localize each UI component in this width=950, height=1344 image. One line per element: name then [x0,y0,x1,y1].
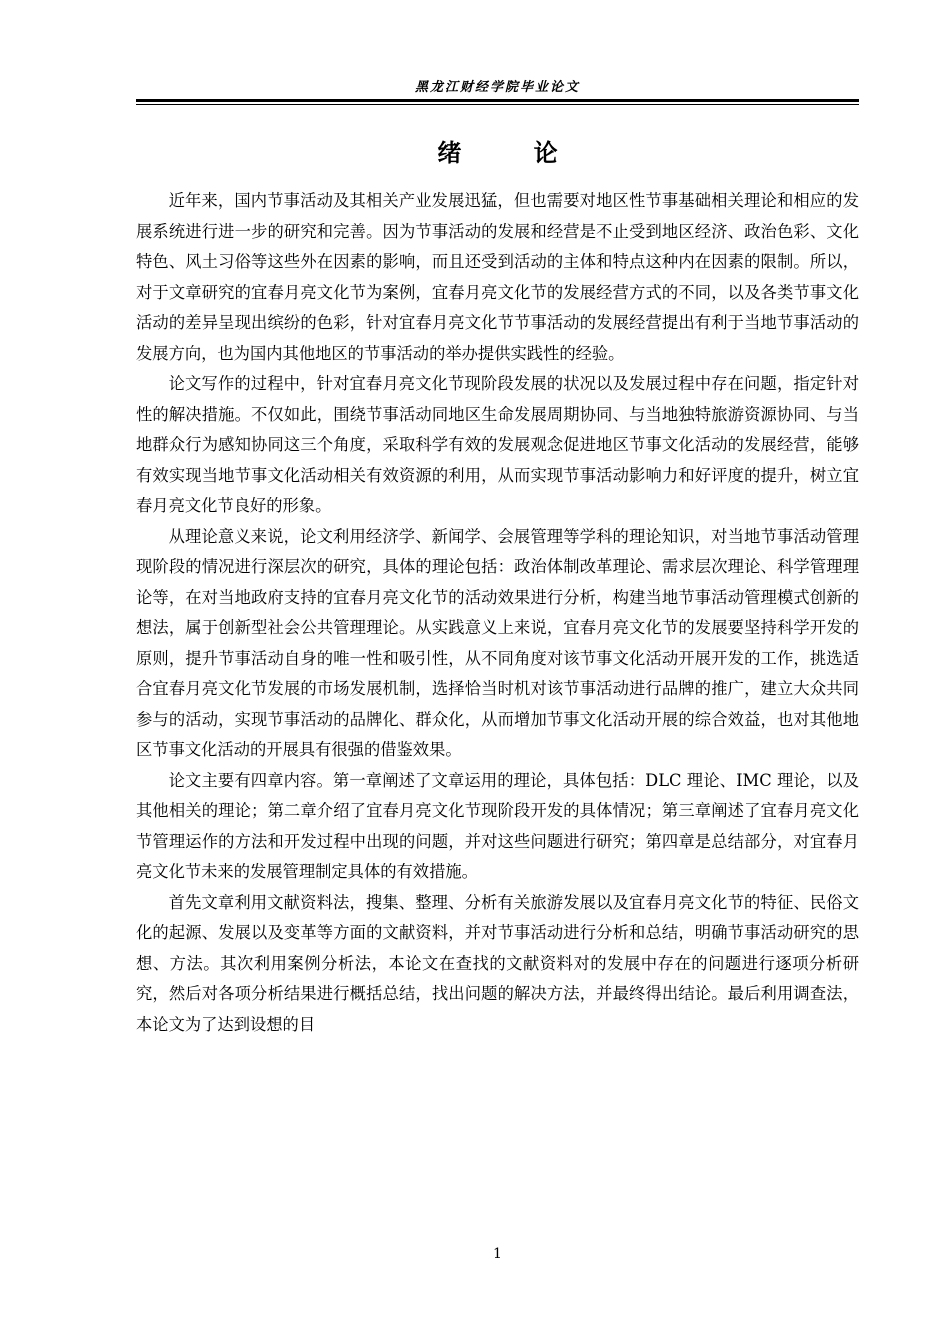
paragraph-5: 首先文章利用文献资料法，搜集、整理、分析有关旅游发展以及宜春月亮文化节的特征、民俗文化的起源、发展以及变革等方面的文献资料，并对节事活动进行分析和总结，明确节事活动研究的思想、方法。其次利用案例分析法，本论文在查找的文献资料对的发展中存在的问题进行逐项分析研究，然后对各项分析结果进行概括总结，找出问题的解决方法，并最终得出结论。最后利用调查法，本论文为了达到设想的目 [136,892,859,1034]
header-rule-thick [136,99,859,102]
page-number: 1 [493,1246,502,1262]
paragraph-3: 从理论意义来说，论文利用经济学、新闻学、会展管理等学科的理论知识，对当地节事活动管理现阶段的情况进行深层次的研究，具体的理论包括：政治体制改革理论、需求层次理论、科学管理理论等，在对当地政府支持的宜春月亮文化节的活动效果进行分析，构建当地节事活动管理模式创新的想法，属于创新型社会公共管理理论。从实践意义上来说，宜春月亮文化节的发展要坚持科学开发的原则，提升节事活动自身的唯一性和吸引性，从不同角度对该节事文化活动开展开发的工作，挑选适合宜春月亮文化节发展的市场发展机制，选择恰当时机对该节事活动进行品牌的推广，建立大众共同参与的活动，实现节事活动的品牌化、群众化，从而增加节事文化活动开展的综合效益，也对其他地区节事文化活动的开展具有很强的借鉴效果。 [136,526,859,759]
body-text [136,186,859,1040]
paragraph-4: 论文主要有四章内容。第一章阐述了文章运用的理论，具体包括：DLC 理论、IMC 理论，以及其他相关的理论；第二章介绍了宜春月亮文化节现阶段开发的具体情况；第三章阐述了宜春月亮文化节管理运作的方法和开发过程中出现的问题，并对这些问题进行研究；第四章是总结部分，对宜春月亮文化节未来的发展管理制定具体的有效措施。 [136,770,859,881]
paragraph-2: 论文写作的过程中，针对宜春月亮文化节现阶段发展的状况以及发展过程中存在问题，指定针对性的解决措施。不仅如此，围绕节事活动同地区生命发展周期协同、与当地独特旅游资源协同、与当地群众行为感知协同这三个角度，采取科学有效的发展观念促进地区节事文化活动的发展经营，能够有效实现当地节事文化活动相关有效资源的利用，从而实现节事活动影响力和好评度的提升，树立宜春月亮文化节良好的形象。 [136,374,859,515]
section-title: 绪 论 [437,138,590,167]
paragraph-1: 近年来，国内节事活动及其相关产业发展迅猛，但也需要对地区性节事基础相关理论和相应的发展系统进行进一步的研究和完善。因为节事活动的发展和经营是不止受到地区经济、政治色彩、文化特色、风土习俗等这些外在因素的影响，而且还受到活动的主体和特点这种内在因素的限制。所以，对于文章研究的宜春月亮文化节为案例，宜春月亮文化节的发展经营方式的不同，以及各类节事文化活动的差异呈现出缤纷的色彩，针对宜春月亮文化节节事活动的发展经营提出有利于当地节事活动的发展方向，也为国内其他地区的节事活动的举办提供实践性的经验。 [136,191,859,363]
header-rule-thin [136,104,859,105]
running-header: 黑龙江财经学院毕业论文 [414,80,580,95]
